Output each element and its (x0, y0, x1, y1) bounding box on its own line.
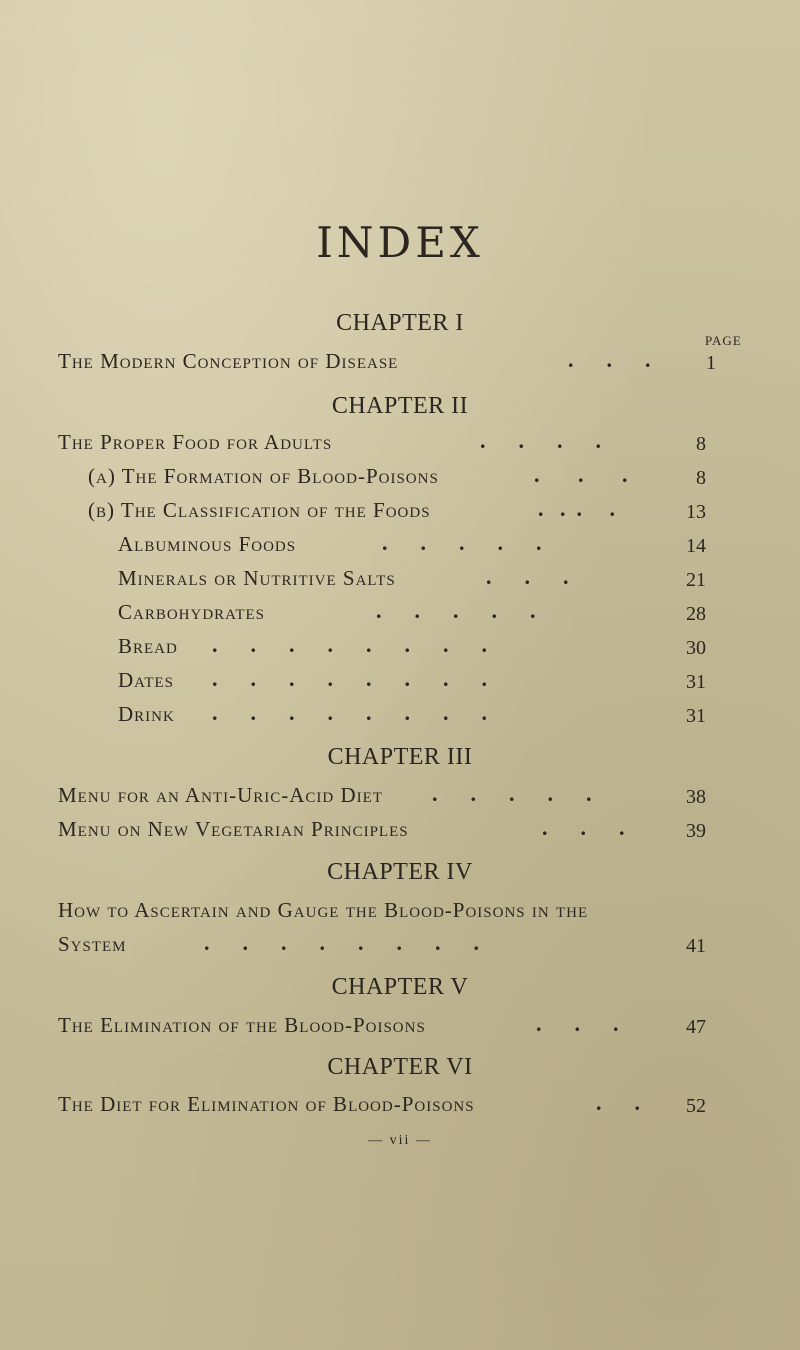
chapter-heading: CHAPTER III (327, 744, 473, 770)
leader-dots: . . . . . . . . (204, 930, 479, 955)
page-number: 47 (686, 1016, 706, 1038)
page-number: 39 (686, 820, 706, 842)
page-number: 52 (686, 1095, 706, 1117)
toc-entry-continuation: System (58, 932, 127, 956)
leader-dots: . . . . . . . . (212, 632, 487, 657)
page-number: 21 (686, 569, 706, 591)
leader-dots: . . . (534, 462, 628, 487)
page-number: 8 (696, 467, 706, 489)
leader-dots: . . . (486, 564, 569, 589)
page-number: 31 (686, 705, 706, 727)
toc-entry: The Elimination of the Blood-Poisons (58, 1013, 426, 1037)
toc-entry: Dates (118, 668, 175, 692)
toc-entry: (a) The Formation of Blood-Poisons (88, 464, 439, 488)
leader-dots: . . . (568, 347, 651, 372)
leader-dots: . . (596, 1090, 640, 1115)
leader-dots: . . . . . (376, 598, 536, 623)
chapter-heading: CHAPTER IV (327, 859, 473, 885)
toc-entry: Menu for an Anti-Uric-Acid Diet (58, 783, 383, 807)
toc-entry: Carbohydrates (118, 600, 266, 624)
page-number: 13 (686, 501, 706, 523)
page-folio: — vii — (368, 1133, 432, 1148)
leader-dots: . . . (542, 815, 625, 840)
page-column-label: PAGE (705, 333, 742, 348)
chapter-heading: CHAPTER VI (327, 1054, 473, 1080)
page-number: 31 (686, 671, 706, 693)
leader-dots: . . . . (480, 428, 601, 453)
chapter-heading: CHAPTER II (331, 393, 469, 419)
toc-entry: Bread (118, 634, 178, 658)
leader-dots: . . . . . (432, 781, 592, 806)
page-number: 41 (686, 935, 706, 957)
leader-dots: . . . (536, 1011, 619, 1036)
page-number: 14 (686, 535, 706, 557)
toc-entry: Drink (118, 702, 175, 726)
leader-dots: . . . . (538, 496, 615, 521)
chapter-heading: CHAPTER I (336, 310, 464, 336)
toc-entry: Albuminous Foods (118, 532, 297, 556)
chapter-heading: CHAPTER V (331, 974, 469, 1000)
toc-entry: Menu on New Vegetarian Principles (58, 817, 409, 841)
toc-entry: (b) The Classification of the Foods (88, 498, 431, 522)
toc-entry: The Diet for Elimination of Blood-Poisons (58, 1092, 475, 1116)
toc-entry: The Modern Conception of Disease (58, 349, 399, 373)
leader-dots: . . . . . . . . (212, 700, 487, 725)
page-title: INDEX (316, 218, 484, 267)
page-number: 38 (686, 786, 706, 808)
leader-dots: . . . . . (382, 530, 542, 555)
toc-entry: The Proper Food for Adults (58, 430, 333, 454)
leader-dots: . . . . . . . . (212, 666, 487, 691)
page-number: 1 (706, 352, 716, 374)
page-number: 8 (696, 433, 706, 455)
page-number: 28 (686, 603, 706, 625)
page-number: 30 (686, 637, 706, 659)
toc-entry: How to Ascertain and Gauge the Blood-Poisons in the (58, 898, 589, 922)
toc-entry: Minerals or Nutritive Salts (118, 566, 396, 590)
